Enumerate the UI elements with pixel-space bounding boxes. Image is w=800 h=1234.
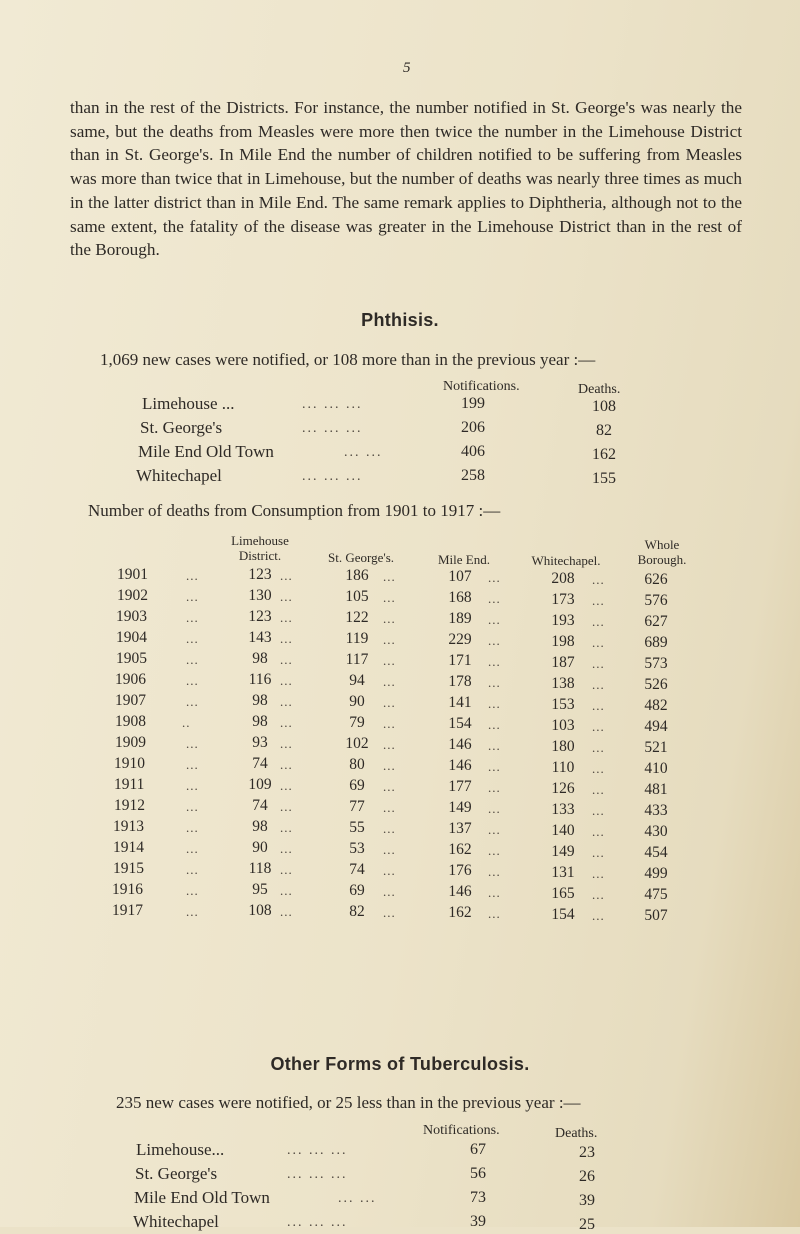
leader-dots: ... [186,631,199,646]
st-georges-cell: 90 [349,693,365,710]
leader-dots: ... [488,570,501,585]
whitechapel-cell: 208 [551,570,575,587]
leader-dots: ... [186,820,199,835]
leader-dots: ... [488,675,501,690]
phthisis-col-notifications: Notifications. [443,379,520,394]
header-limehouse: Limehouse District. [231,533,289,563]
year-cell: 1909 [115,734,146,751]
year-cell: 1905 [116,650,147,667]
leader-dots: ... [592,803,605,818]
whole-cell: 454 [644,844,668,861]
limehouse-cell: 118 [248,860,272,877]
whole-cell: 573 [644,655,668,672]
leader-dots: ... [383,779,396,794]
other-tb-col-deaths: Deaths. [555,1126,598,1141]
leader-dots: ... [488,906,501,921]
leader-dots: ... [383,632,396,647]
leader-dots: ... [592,572,605,587]
mile-end-cell: 137 [448,820,472,837]
mile-end-cell: 229 [448,631,472,648]
leader-dots: ... [280,715,293,730]
year-cell: 1906 [115,671,146,688]
limehouse-cell: 74 [252,755,268,772]
whole-cell: 433 [644,802,668,819]
leader-dots: ... [186,904,199,919]
limehouse-cell: 98 [252,692,268,709]
district-name: Mile End Old Town [138,442,274,461]
deaths-value: 82 [596,422,612,439]
st-georges-cell: 82 [349,903,365,920]
leader-dots: ... [186,589,199,604]
leader-dots: ... [186,736,199,751]
notifications-value: 39 [470,1213,486,1230]
leader-dots: ... [592,845,605,860]
mile-end-cell: 189 [448,610,472,627]
leader-dots: ... [383,821,396,836]
leader-dots: ... ... ... [302,469,363,484]
leader-dots: ... [280,862,293,877]
leader-dots: .. [182,715,191,730]
leader-dots: ... [592,614,605,629]
leader-dots: ... [488,780,501,795]
leader-dots: ... [186,652,199,667]
leader-dots: ... [280,883,293,898]
limehouse-cell: 90 [252,839,268,856]
leader-dots: ... [592,908,605,923]
notifications-value: 258 [461,467,485,484]
phthisis-intro: 1,069 new cases were notified, or 108 more than in the previous year :— [100,350,596,369]
leader-dots: ... [280,757,293,772]
other-tb-heading: Other Forms of Tuberculosis. [270,1054,530,1074]
whitechapel-cell: 131 [551,864,575,881]
deaths-value: 162 [592,446,616,463]
notifications-value: 67 [470,1141,486,1158]
leader-dots: ... [186,841,199,856]
leader-dots: ... [488,654,501,669]
year-cell: 1910 [114,755,145,772]
limehouse-cell: 130 [248,587,272,604]
whole-cell: 475 [644,886,668,903]
whole-cell: 576 [644,592,668,609]
whitechapel-cell: 193 [551,612,575,629]
leader-dots: ... [592,866,605,881]
year-cell: 1904 [116,629,147,646]
limehouse-cell: 123 [248,566,272,583]
whole-cell: 521 [644,739,668,756]
phthisis-heading: Phthisis. [361,310,439,330]
whole-cell: 481 [644,781,668,798]
leader-dots: ... [280,589,293,604]
leader-dots: ... [383,653,396,668]
st-georges-cell: 102 [345,735,369,752]
whole-cell: 410 [644,760,668,777]
district-name: St. George's [140,418,223,437]
st-georges-cell: 186 [345,567,369,584]
mile-end-cell: 171 [448,652,472,669]
leader-dots: ... [280,568,293,583]
whole-cell: 482 [644,697,668,714]
leader-dots: ... [280,799,293,814]
limehouse-cell: 98 [252,818,268,835]
st-georges-cell: 119 [345,630,369,647]
mile-end-cell: 141 [448,694,472,711]
leader-dots: ... ... ... [287,1215,348,1230]
leader-dots: ... [488,759,501,774]
deaths-value: 108 [592,398,616,415]
phthisis-col-deaths: Deaths. [578,382,621,397]
leader-dots: ... [592,719,605,734]
whitechapel-cell: 103 [551,717,575,734]
whitechapel-cell: 140 [551,822,575,839]
leader-dots: ... [280,673,293,688]
notifications-value: 199 [461,395,485,412]
leader-dots: ... ... [338,1191,377,1206]
year-cell: 1911 [114,776,145,793]
year-cell: 1914 [113,839,144,856]
leader-dots: ... [383,905,396,920]
leader-dots: ... [488,612,501,627]
leader-dots: ... [280,736,293,751]
whitechapel-cell: 133 [551,801,575,818]
district-name: St. George's [135,1164,218,1183]
header-whole-borough: Whole Borough. [637,537,687,567]
whole-cell: 430 [644,823,668,840]
leader-dots: ... [186,778,199,793]
whole-cell: 507 [644,907,668,924]
mile-end-cell: 176 [448,862,472,879]
leader-dots: ... [186,757,199,772]
whitechapel-cell: 126 [551,780,575,797]
leader-dots: ... [383,611,396,626]
leader-dots: ... [488,696,501,711]
year-cell: 1901 [117,566,148,583]
leader-dots: ... [383,737,396,752]
mile-end-cell: 162 [448,841,472,858]
year-cell: 1902 [117,587,148,604]
leader-dots: ... [488,822,501,837]
notifications-value: 73 [470,1189,486,1206]
mile-end-cell: 146 [448,883,472,900]
leader-dots: ... [383,695,396,710]
district-name: Limehouse... [136,1140,225,1159]
whole-cell: 627 [644,613,668,630]
limehouse-cell: 95 [252,881,268,898]
leader-dots: ... [592,698,605,713]
other-tb-col-notifications: Notifications. [423,1123,500,1138]
district-name: Limehouse ... [142,394,235,413]
deaths-value: 155 [592,470,616,487]
leader-dots: ... [280,820,293,835]
notifications-value: 206 [461,419,485,436]
leader-dots: ... [488,864,501,879]
st-georges-cell: 55 [349,819,365,836]
leader-dots: ... [592,635,605,650]
leader-dots: ... [488,885,501,900]
st-georges-cell: 122 [345,609,369,626]
leader-dots: ... [383,569,396,584]
leader-dots: ... [383,884,396,899]
leader-dots: ... [592,824,605,839]
leader-dots: ... [186,568,199,583]
whole-cell: 526 [644,676,668,693]
leader-dots: ... [592,887,605,902]
mile-end-cell: 154 [448,715,472,732]
leader-dots: ... [186,610,199,625]
leader-dots: ... [383,758,396,773]
whole-cell: 689 [644,634,668,651]
leader-dots: ... [186,799,199,814]
st-georges-cell: 77 [349,798,365,815]
leader-dots: ... [488,843,501,858]
limehouse-cell: 116 [248,671,272,688]
leader-dots: ... ... ... [287,1167,348,1182]
deaths-value: 39 [579,1192,595,1209]
st-georges-cell: 105 [345,588,369,605]
leader-dots: ... ... ... [287,1143,348,1158]
leader-dots: ... [280,631,293,646]
notifications-value: 56 [470,1165,486,1182]
leader-dots: ... [592,761,605,776]
year-cell: 1903 [116,608,147,625]
st-georges-cell: 69 [349,882,365,899]
leader-dots: ... [383,800,396,815]
limehouse-cell: 93 [252,734,268,751]
notifications-value: 406 [461,443,485,460]
year-cell: 1916 [112,881,143,898]
mile-end-cell: 107 [448,568,472,585]
st-georges-cell: 69 [349,777,365,794]
leader-dots: ... [592,677,605,692]
leader-dots: ... [592,593,605,608]
whitechapel-cell: 154 [551,906,575,923]
whitechapel-cell: 165 [551,885,575,902]
limehouse-cell: 109 [248,776,272,793]
deaths-value: 25 [579,1216,595,1233]
other-tb-intro: 235 new cases were notified, or 25 less than in the previous year :— [116,1093,581,1112]
page-number: 5 [403,60,411,76]
mile-end-cell: 162 [448,904,472,921]
st-georges-cell: 117 [345,651,369,668]
mile-end-cell: 149 [448,799,472,816]
leader-dots: ... [488,633,501,648]
whole-cell: 494 [644,718,668,735]
st-georges-cell: 80 [349,756,365,773]
whole-cell: 626 [644,571,668,588]
leader-dots: ... [383,590,396,605]
leader-dots: ... ... [344,445,383,460]
leader-dots: ... [186,673,199,688]
leader-dots: ... [186,694,199,709]
leader-dots: ... [488,591,501,606]
mile-end-cell: 178 [448,673,472,690]
leader-dots: ... ... ... [302,397,363,412]
leader-dots: ... [280,694,293,709]
leader-dots: ... [280,841,293,856]
limehouse-cell: 98 [252,713,268,730]
district-name: Whitechapel [133,1212,219,1231]
whole-cell: 499 [644,865,668,882]
header-mile-end: Mile End. [438,552,490,567]
header-whitechapel: Whitechapel. [531,553,601,568]
limehouse-cell: 143 [248,629,272,646]
whitechapel-cell: 138 [551,675,575,692]
body-paragraph: than in the rest of the Districts. For instance, the number notified in St. George's was nearly the same, but the deaths from Measles were more then twice the number in the Limehouse District than in St. George's. In Mile End the number of children notified to be suffering from Measles was more than twice that in Limehouse, but the number of deaths was nearly three times as much in the latter district than in Mile End. The same remark applies to Diphtheria, although not to the same extent, the fatality of the disease was greater in the Limehouse District than in the rest of the Borough. [70,98,742,260]
year-cell: 1908 [115,713,146,730]
limehouse-cell: 123 [248,608,272,625]
leader-dots: ... [592,656,605,671]
st-georges-cell: 94 [349,672,365,689]
leader-dots: ... [280,778,293,793]
mile-end-cell: 177 [448,778,472,795]
whitechapel-cell: 180 [551,738,575,755]
st-georges-cell: 79 [349,714,365,731]
year-cell: 1915 [113,860,144,877]
st-georges-cell: 53 [349,840,365,857]
mile-end-cell: 146 [448,757,472,774]
limehouse-cell: 74 [252,797,268,814]
whitechapel-cell: 173 [551,591,575,608]
leader-dots: ... [280,652,293,667]
leader-dots: ... [280,610,293,625]
leader-dots: ... [186,883,199,898]
whitechapel-cell: 187 [551,654,575,671]
district-name: Whitechapel [136,466,222,485]
header-st-georges: St. George's. [327,550,394,565]
leader-dots: ... [592,740,605,755]
leader-dots: ... [186,862,199,877]
leader-dots: ... [383,674,396,689]
leader-dots: ... [383,716,396,731]
deaths-value: 23 [579,1144,595,1161]
mile-end-cell: 168 [448,589,472,606]
leader-dots: ... [383,863,396,878]
year-cell: 1907 [115,692,146,709]
leader-dots: ... ... ... [302,421,363,436]
year-cell: 1917 [112,902,143,919]
limehouse-cell: 98 [252,650,268,667]
year-cell: 1913 [113,818,144,835]
leader-dots: ... [592,782,605,797]
whitechapel-cell: 153 [551,696,575,713]
whitechapel-cell: 198 [551,633,575,650]
consumption-title: Number of deaths from Consumption from 1901 to 1917 :— [88,501,501,520]
leader-dots: ... [488,801,501,816]
st-georges-cell: 74 [349,861,365,878]
mile-end-cell: 146 [448,736,472,753]
deaths-value: 26 [579,1168,595,1185]
year-cell: 1912 [114,797,145,814]
whitechapel-cell: 149 [551,843,575,860]
leader-dots: ... [280,904,293,919]
district-name: Mile End Old Town [134,1188,270,1207]
whitechapel-cell: 110 [551,759,575,776]
leader-dots: ... [488,738,501,753]
limehouse-cell: 108 [248,902,272,919]
leader-dots: ... [383,842,396,857]
leader-dots: ... [488,717,501,732]
